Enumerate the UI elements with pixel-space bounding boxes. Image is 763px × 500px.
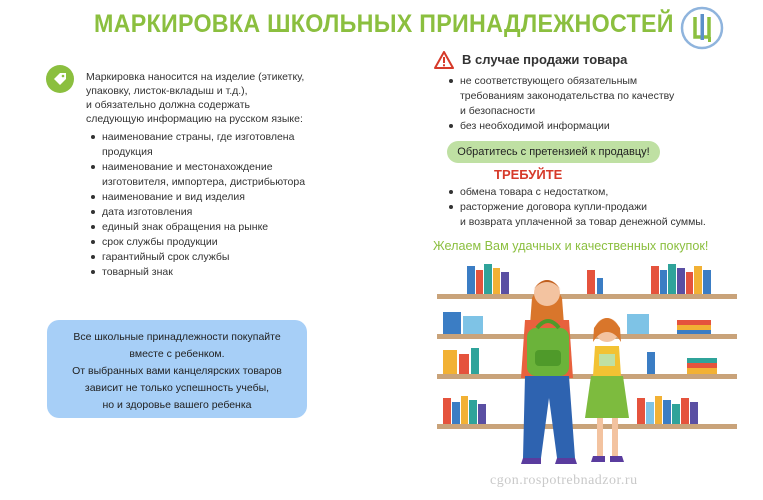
note-line: От выбранных вами канцелярских товаров — [72, 365, 282, 377]
list-item: наименование и вид изделия — [88, 190, 348, 205]
list-item: не соответствующего обязательным требованиям законодательства по качеству и безопасности — [446, 74, 686, 119]
list-item: гарантийный срок службы — [88, 250, 348, 265]
cgon-logo-icon — [680, 6, 724, 50]
advice-note — [47, 320, 307, 418]
note-line: зависит не только успешность учебы, — [84, 382, 270, 394]
demands-list — [446, 185, 736, 230]
mother-daughter-bookshelf-illustration — [437, 258, 737, 480]
wish-text: Желаем Вам удачных и качественных покупок! — [433, 238, 709, 253]
note-line: Все школьные принадлежности покупайте — [73, 331, 281, 343]
list-item: наименование страны, где изготовлена продукция — [88, 130, 348, 160]
list-item: товарный знак — [88, 265, 348, 280]
contact-seller-banner: Обратитесь с претензией к продавцу! — [447, 141, 660, 163]
marking-intro — [86, 70, 336, 126]
intro-line: упаковку, листок-вкладыш и т.д.), — [86, 85, 248, 97]
demand-title: ТРЕБУЙТЕ — [494, 167, 563, 182]
list-item: наименование и местонахождение изготовителя, импортера, дистрибьютора — [88, 160, 348, 190]
intro-line: Маркировка наносится на изделие (этикетку, — [86, 71, 305, 83]
sale-cases-list — [446, 74, 686, 134]
footer-site: cgon.rospotrebnadzor.ru — [490, 473, 638, 488]
list-item: расторжение договора купли-продажи и возврата уплаченной за товар денежной суммы. — [446, 200, 736, 230]
list-item: без необходимой информации — [446, 119, 686, 134]
list-item: дата изготовления — [88, 205, 348, 220]
note-line: вместе с ребенком. — [129, 348, 225, 360]
list-item: единый знак обращения на рынке — [88, 220, 348, 235]
intro-line: следующую информацию на русском языке: — [86, 113, 303, 125]
list-item: срок службы продукции — [88, 235, 348, 250]
warning-triangle-icon — [434, 51, 454, 69]
list-item: обмена товара с недостатком, — [446, 185, 736, 200]
page-title: МАРКИРОВКА ШКОЛЬНЫХ ПРИНАДЛЕЖНОСТЕЙ — [94, 10, 674, 38]
tag-icon — [46, 65, 74, 93]
marking-requirements-list — [88, 130, 348, 280]
warning-title: В случае продажи товара — [462, 52, 628, 67]
note-line: но и здоровье вашего ребенка — [102, 399, 252, 411]
intro-line: и обязательно должна содержать — [86, 99, 250, 111]
